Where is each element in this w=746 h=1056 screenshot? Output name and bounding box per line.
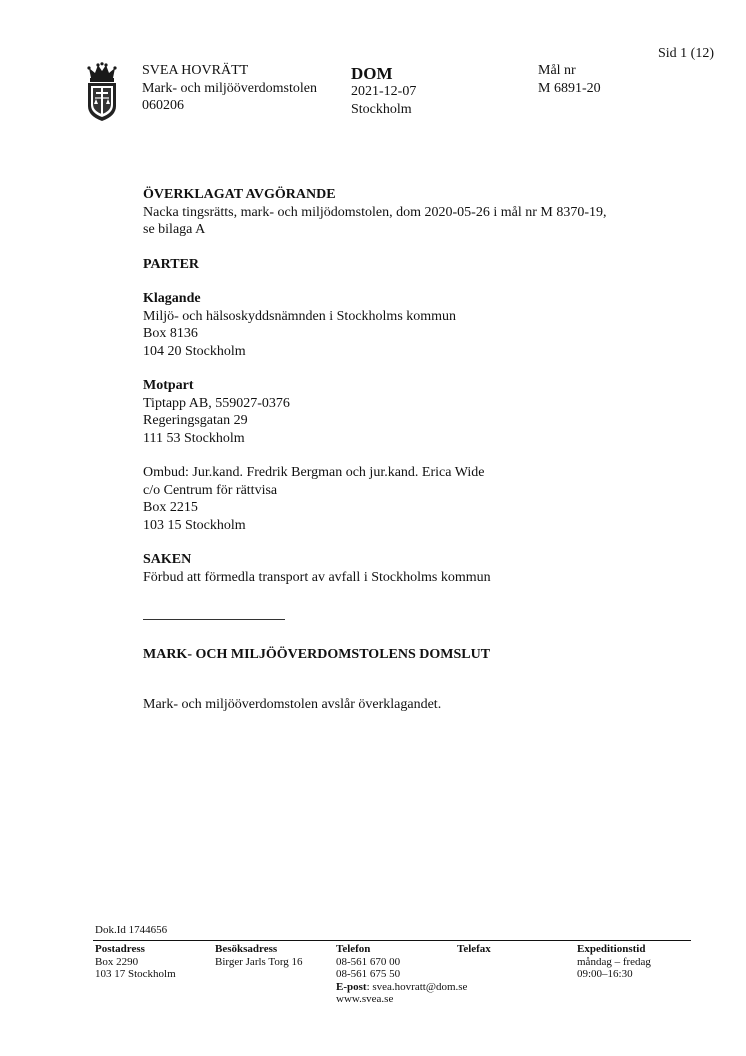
parties-heading: PARTER <box>143 256 200 272</box>
appealed-line: Nacka tingsrätts, mark- och miljödomstolen, dom 2020-05-26 i mål nr M 8370-19, <box>143 204 607 220</box>
court-info <box>142 62 317 115</box>
counsel-line: Ombud: Jur.kand. Fredrik Bergman och jur.kand. Erica Wide <box>143 465 485 480</box>
footer-postal <box>95 943 176 981</box>
ruling-heading: MARK- OCH MILJÖÖVERDOMSTOLENS DOMSLUT <box>143 647 491 662</box>
matter-heading: SAKEN <box>143 552 192 567</box>
respondent-address: 111 53 Stockholm <box>143 430 245 446</box>
website-link[interactable]: www.svea.se <box>336 993 394 1005</box>
appellant-address: Box 8136 <box>143 326 198 341</box>
page-indicator: Sid 1 (12) <box>658 46 714 61</box>
footer-hours <box>577 943 651 981</box>
court-name: SVEA HOVRÄTT <box>142 63 249 78</box>
document-date: 2021-12-07 <box>351 84 417 99</box>
footer-fax <box>457 943 491 956</box>
appealed-heading: ÖVERKLAGAT AVGÖRANDE <box>143 187 336 202</box>
case-number: M 6891-20 <box>538 80 601 96</box>
appealed-line: se bilaga A <box>143 222 206 237</box>
document-id: Dok.Id 1744656 <box>95 924 168 936</box>
appellant-label: Klagande <box>143 291 201 306</box>
visit-line: Birger Jarls Torg 16 <box>215 955 303 968</box>
hours-label: Expeditionstid <box>577 943 646 955</box>
respondent-label: Motpart <box>143 378 194 393</box>
phone-line: 08-561 670 00 <box>336 955 401 968</box>
matter-text: Förbud att förmedla transport av avfall i Stockholms kommun <box>143 569 491 585</box>
respondent-name: Tiptapp AB, 559027-0376 <box>143 395 290 411</box>
counsel-line: 103 15 Stockholm <box>143 517 246 533</box>
footer-phone <box>336 943 467 1006</box>
postal-line: Box 2290 <box>95 955 139 968</box>
postal-label: Postadress <box>95 943 145 955</box>
court-emblem <box>83 62 121 122</box>
phone-label: Telefon <box>336 943 371 955</box>
document-city: Stockholm <box>351 101 412 117</box>
counsel-line: Box 2215 <box>143 500 198 515</box>
document-type-block <box>351 64 416 118</box>
footer-divider <box>93 940 691 941</box>
footer-visit <box>215 943 303 968</box>
appellant-name: Miljö- och hälsoskyddsnämnden i Stockholms kommun <box>143 308 457 324</box>
hours-line: 09:00–16:30 <box>577 968 633 980</box>
fax-label: Telefax <box>457 943 491 955</box>
email-address[interactable]: : svea.hovratt@dom.se <box>366 980 468 993</box>
court-code: 060206 <box>142 98 184 113</box>
crown-shield-icon <box>83 62 121 122</box>
case-label: Mål nr <box>538 63 576 78</box>
postal-line: 103 17 Stockholm <box>95 968 176 980</box>
counsel-line: c/o Centrum för rättvisa <box>143 482 278 498</box>
email-line <box>336 981 467 994</box>
appellant-address: 104 20 Stockholm <box>143 343 246 359</box>
court-division: Mark- och miljööverdomstolen <box>142 80 317 96</box>
case-info <box>538 62 601 97</box>
document-body <box>143 186 683 586</box>
ruling-text: Mark- och miljööverdomstolen avslår överklagandet. <box>143 697 442 712</box>
email-label: E-post <box>336 980 367 993</box>
section-divider <box>143 619 285 620</box>
visit-label: Besöksadress <box>215 943 278 955</box>
respondent-address: Regeringsgatan 29 <box>143 413 248 428</box>
document-type: DOM <box>351 64 393 83</box>
phone-line: 08-561 675 50 <box>336 968 401 980</box>
hours-line: måndag – fredag <box>577 955 651 968</box>
